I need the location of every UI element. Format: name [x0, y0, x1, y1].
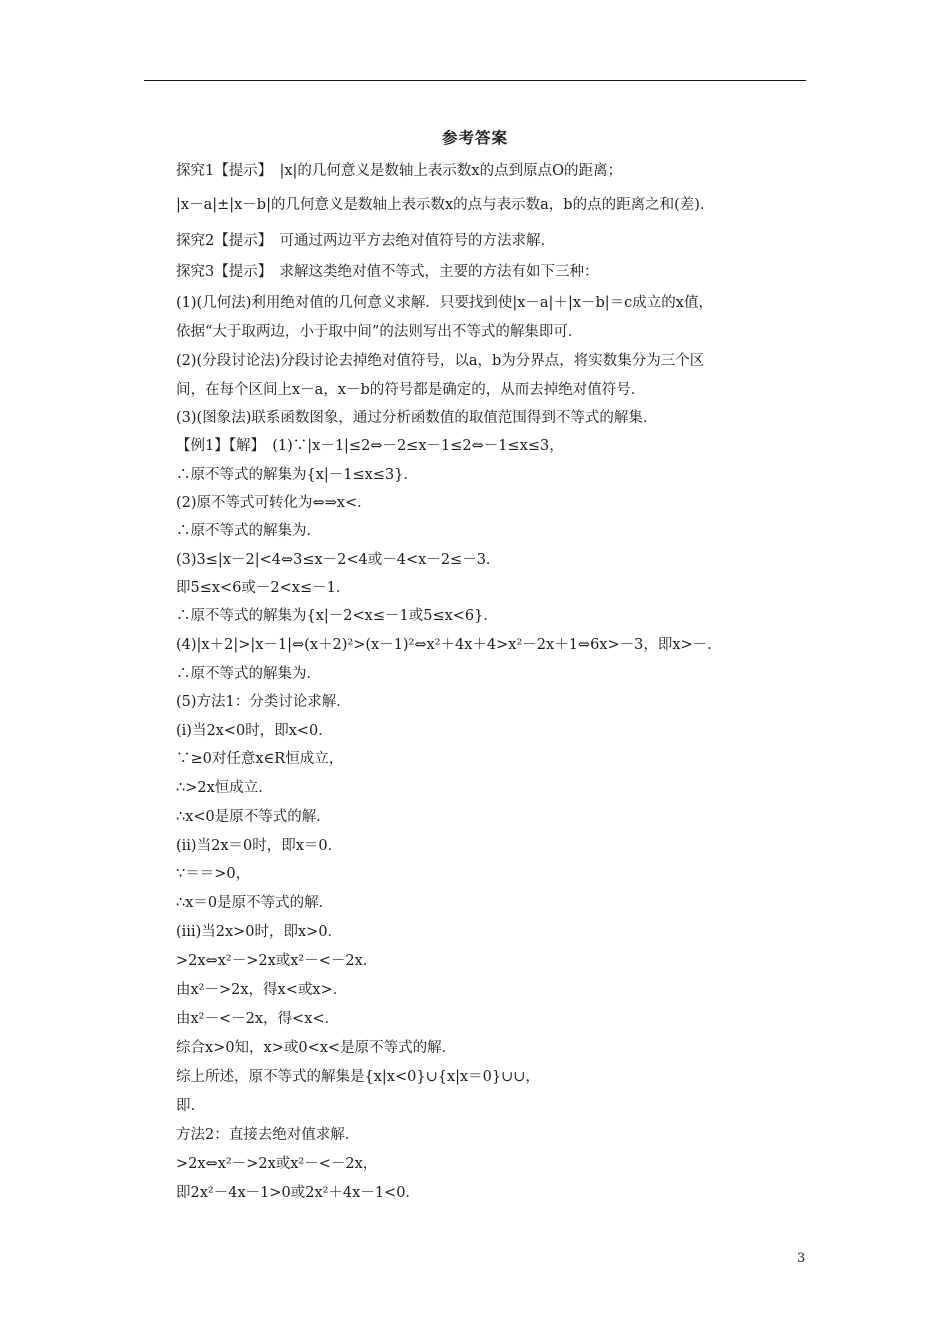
- text-line: ∴x<0是原不等式的解．: [176, 809, 331, 825]
- text-line: ∴原不等式的解集为{x|－2<x≤－1或5≤x<6}．: [176, 608, 498, 624]
- text-line: 综合x>0知，x>或0<x<是原不等式的解．: [176, 1040, 457, 1056]
- text-line: 由x²－>2x，得x<或x>．: [176, 982, 348, 998]
- text-line: ∴原不等式的解集为．: [176, 666, 321, 682]
- header-rule: [144, 80, 806, 81]
- text-line: ∴>2x恒成立．: [176, 780, 273, 796]
- text-line: (3)3≤|x－2|<4⇔3≤x－2<4或－4<x－2≤－3．: [176, 552, 501, 568]
- text-line: ∴原不等式的解集为{x|－1≤x≤3}．: [176, 467, 418, 483]
- text-line: |x－a|±|x－b|的几何意义是数轴上表示数x的点与表示数a，b的点的距离之和(差)．: [176, 197, 715, 213]
- text-line: (ⅲ)当2x>0时，即x>0．: [176, 924, 343, 940]
- text-line: 方法2：直接去绝对值求解．: [176, 1127, 360, 1143]
- text-line: 依据“大于取两边，小于取中间”的法则写出不等式的解集即可．: [176, 324, 583, 340]
- text-line: (5)方法1：分类讨论求解．: [176, 694, 351, 710]
- text-line: ∴x＝0是原不等式的解．: [176, 895, 334, 911]
- text-line: 即．: [176, 1098, 205, 1114]
- text-line: (2)(分段讨论法)分段讨论去掉绝对值符号，以a，b为分界点，将实数集分为三个区: [176, 353, 705, 369]
- text-line: (1)(几何法)利用绝对值的几何意义求解．只要找到使|x－a|＋|x－b|＝c成立的x值，: [176, 295, 713, 311]
- text-line: (2)原不等式可转化为⇔⇒x<．: [176, 495, 372, 511]
- text-line: >2x⇔x²－>2x或x²－<－2x．: [176, 953, 378, 969]
- text-line: (3)(图象法)联系函数图象，通过分析函数值的取值范围得到不等式的解集．: [176, 410, 658, 426]
- text-line: >2x⇔x²－>2x或x²－<－2x，: [176, 1156, 378, 1172]
- text-line: 间，在每个区间上x－a，x－b的符号都是确定的，从而去掉绝对值符号．: [176, 382, 646, 398]
- text-line: 由x²－<－2x，得<x<．: [176, 1011, 340, 1027]
- text-line: (4)|x＋2|>|x－1|⇔(x＋2)²>(x－1)²⇔x²＋4x＋4>x²－2x＋1⇔6x>－3，即x>－．: [176, 637, 722, 653]
- text-line: ∵≥0对任意x∈R恒成立，: [176, 751, 344, 767]
- text-line: 【例1】【解】 (1)∵|x－1|≤2⇔－2≤x－1≤2⇔－1≤x≤3，: [176, 438, 564, 454]
- text-line: 探究3【提示】 求解这类绝对值不等式，主要的方法有如下三种：: [176, 264, 599, 280]
- text-line: 综上所述，原不等式的解集是{x|x<0}∪{x|x＝0}∪∪，: [176, 1069, 540, 1085]
- text-line: (ⅰ)当2x<0时，即x<0．: [176, 723, 333, 739]
- text-line: 探究2【提示】 可通过两边平方去绝对值符号的方法求解．: [176, 233, 555, 249]
- text-line: (ⅱ)当2x＝0时，即x＝0．: [176, 838, 343, 854]
- text-line: ∵＝＝>0，: [176, 866, 251, 882]
- page-title: 参考答案: [441, 128, 508, 147]
- text-line: 探究1【提示】 |x|的几何意义是数轴上表示数x的点到原点O的距离；: [176, 163, 622, 179]
- text-line: ∴原不等式的解集为．: [176, 523, 321, 539]
- text-line: 即2x²－4x－1>0或2x²＋4x－1<0．: [176, 1185, 420, 1201]
- page-number: 3: [797, 1251, 806, 1266]
- text-line: 即5≤x<6或－2<x≤－1．: [176, 580, 351, 596]
